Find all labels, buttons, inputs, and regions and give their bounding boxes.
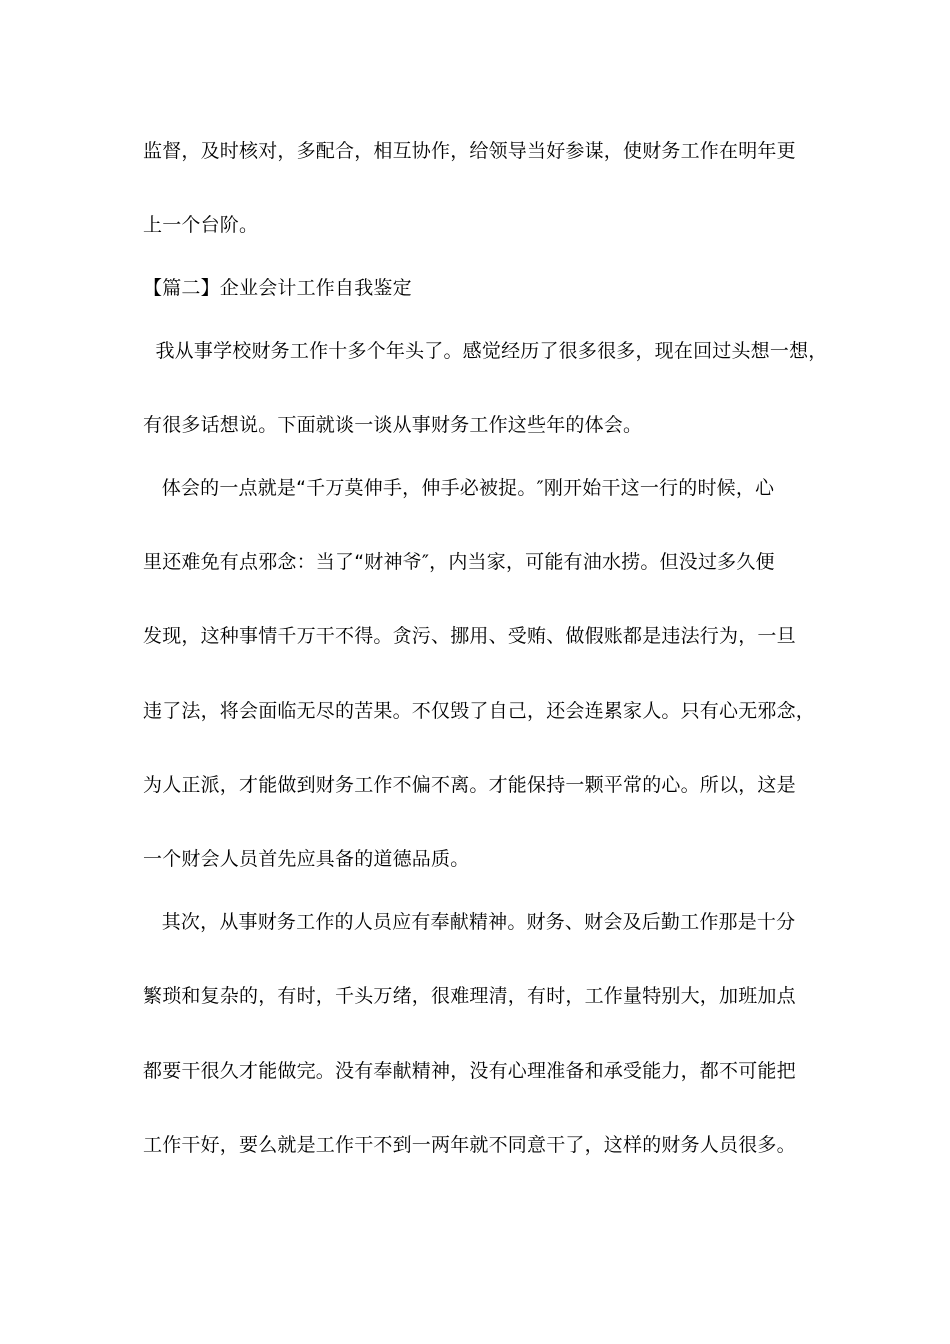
text-line: 都要干很久才能做完。没有奉献精神，没有心理准备和承受能力，都不可能把 [143, 1060, 796, 1082]
text-line: 里还难免有点邪念：当了“财神爷″，内当家，可能有油水捞。但没过多久便 [143, 551, 775, 573]
text-line: 其次，从事财务工作的人员应有奉献精神。财务、财会及后勤工作那是十分 [143, 911, 796, 933]
text-line: 发现，这种事情千万干不得。贪污、挪用、受贿、做假账都是违法行为，一旦 [143, 625, 796, 647]
text-line: 我从事学校财务工作十多个年头了。感觉经历了很多很多，现在回过头想一想， [143, 340, 828, 362]
text-line: 为人正派，才能做到财务工作不偏不离。才能保持一颗平常的心。所以，这是 [143, 774, 796, 796]
text-line: 繁琐和复杂的，有时，千头万绪，很难理清，有时，工作量特别大，加班加点 [143, 985, 796, 1007]
section-heading: 【篇二】企业会计工作自我鉴定 [143, 277, 412, 299]
text-line: 有很多话想说。下面就谈一谈从事财务工作这些年的体会。 [143, 414, 643, 436]
text-line: 上一个台阶。 [143, 214, 259, 236]
text-line: 体会的一点就是“千万莫伸手，伸手必被捉。″刚开始干这一行的时候，心 [143, 477, 775, 499]
text-line: 违了法，将会面临无尽的苦果。不仅毁了自己，还会连累家人。只有心无邪念， [143, 700, 816, 722]
text-line: 工作干好，要么就是工作干不到一两年就不同意干了，这样的财务人员很多。 [143, 1134, 796, 1156]
text-line: 监督，及时核对，多配合，相互协作，给领导当好参谋，使财务工作在明年更 [143, 140, 796, 162]
text-line: 一个财会人员首先应具备的道德品质。 [143, 848, 470, 870]
